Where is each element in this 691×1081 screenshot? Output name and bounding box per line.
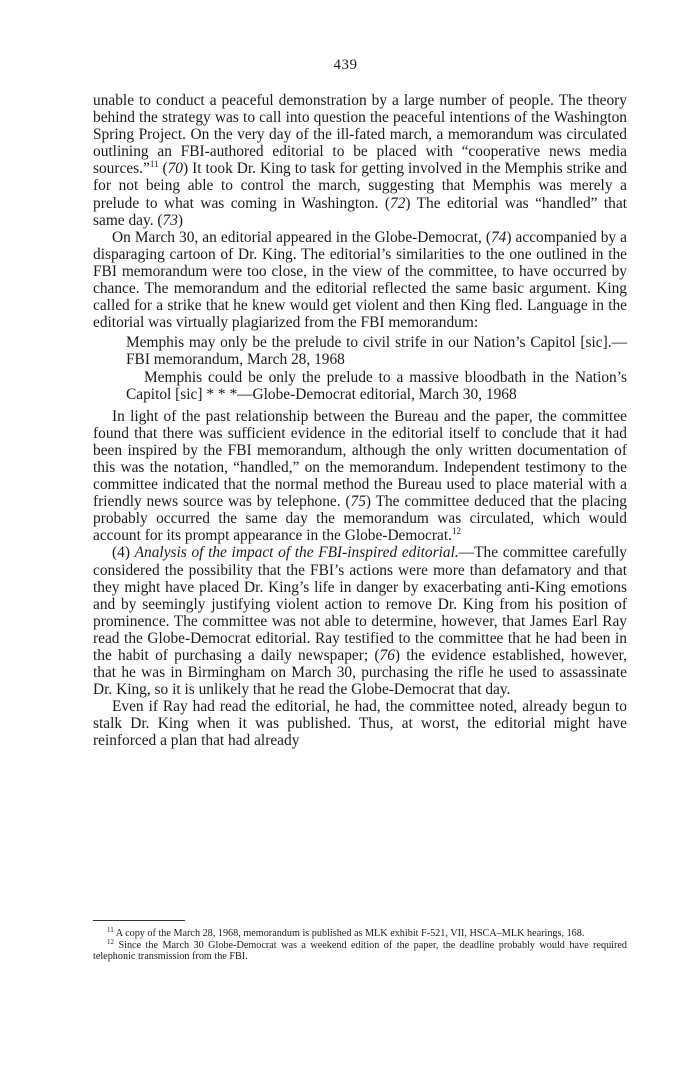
reference-number: 70: [167, 160, 183, 178]
text-run: ) the evidence established, however, that he was in Birmingham on March 30, purchasing the rifle he used to assassinate Dr. King, so it is unlikely that he read the Globe-Democrat that day.: [93, 647, 627, 699]
text-run: In light of the past relationship between the Bureau and the paper, the committee found that there was sufficient evidence in the editorial itself to conclude that it had been inspired by the FBI memorandum, although the only written documentation of this was the notation, “handled,” on the memorandum. Independent testimony to the committee indicated that the normal method the Bureau used to place material with a friendly news source was by telephone. (: [93, 407, 627, 511]
text-run: ) The committee deduced that the placing probably occurred the same day the memorandum was circulated, which would account for its prompt appearance in the Globe-Democrat.: [93, 493, 627, 545]
text-run: (4): [112, 544, 135, 562]
footnote-marker: 12: [451, 526, 461, 537]
reference-number: 73: [162, 211, 178, 229]
paragraph-2: [93, 229, 627, 332]
paragraph-3: [93, 408, 627, 545]
text-run: (: [158, 160, 168, 178]
paragraph-1: [93, 92, 627, 229]
text-run: —The committee carefully considered the possibility that the FBI’s actions were more than defamatory and that they might have placed Dr. King’s life in danger by exacerbating anti-King emotions and by seemingly justifying violent action to remove Dr. King from his position of prominence. The committee was not able to determine, however, that James Earl Ray read the Globe-Democrat editorial. Ray testified to the committee that he had been in the habit of purchasing a daily newspaper; (: [93, 544, 628, 664]
footnote-text: A copy of the March 28, 1968, memorandum is published as MLK exhibit F-521, VII, HSCA–MLK hearings, 168.: [113, 928, 585, 939]
reference-number: 76: [379, 647, 395, 664]
footnote-marker: 11: [149, 159, 159, 170]
footnote-12: [93, 937, 627, 963]
footnote-text: Since the March 30 Globe-Democrat was a weekend edition of the paper, the deadline probably would have required telephonic transmission from the FBI.: [93, 939, 627, 963]
reference-number: 74: [490, 228, 507, 246]
footnotes: [93, 928, 627, 963]
text-run: ) The editorial was “handled” that same day. (: [93, 194, 627, 229]
page-number: 439: [333, 57, 358, 73]
footnote-number: 11: [107, 926, 114, 934]
footnote-number: 12: [107, 937, 114, 946]
paragraph-4: [93, 544, 627, 698]
text-run: ) accompanied by a disparaging cartoon of Dr. King. The editorial’s similarities to the one outlined in the FBI memorandum were too close, in the view of the committee, to have occurred by chance. The memorandum and the editorial reflected the same basic argument. King called for a strike that he knew would get violent and then King fled. Language in the editorial was virtually plagiarized from the FBI memorandum:: [93, 228, 627, 332]
footnote-divider: [93, 920, 185, 921]
paragraph-5: Even if Ray had read the editorial, he had, the committee noted, already begun to stalk Dr. King when it was published. Thus, at worst, the editorial might have reinforced a plan that had already: [93, 698, 627, 750]
section-heading: Analysis of the impact of the FBI-inspired editorial.: [134, 544, 459, 562]
body-text: [93, 92, 627, 750]
text-run: unable to conduct a peaceful demonstration by a large number of people. The theory behind the strategy was to call into question the peaceful intentions of the Washington Spring Project. On the very day of the ill-fated march, a memorandum was circulated outlining an FBI-authored editorial to be placed with “cooperative news media sources.”: [93, 92, 627, 178]
text-run: ): [177, 211, 184, 229]
text-run: ) It took Dr. King to task for getting involved in the Memphis strike and for not being able to control the march, suggesting that Memphis was merely a prelude to what was coming in Washington. (: [93, 160, 627, 212]
quote-fbi-memorandum: Memphis may only be the prelude to civil strife in our Nation’s Capitol [sic].—FBI memorandum, March 28, 1968: [126, 334, 627, 369]
reference-number: 75: [350, 493, 366, 511]
footnote-11: [93, 928, 627, 940]
reference-number: 72: [389, 194, 406, 212]
quote-globe-democrat: Memphis could be only the prelude to a massive bloodbath in the Nation’s Capitol [sic] * * *—Globe-Democrat editorial, March 30, 1968: [126, 368, 627, 403]
text-run: On March 30, an editorial appeared in the Globe-Democrat, (: [112, 228, 491, 246]
block-quote: [93, 334, 627, 402]
